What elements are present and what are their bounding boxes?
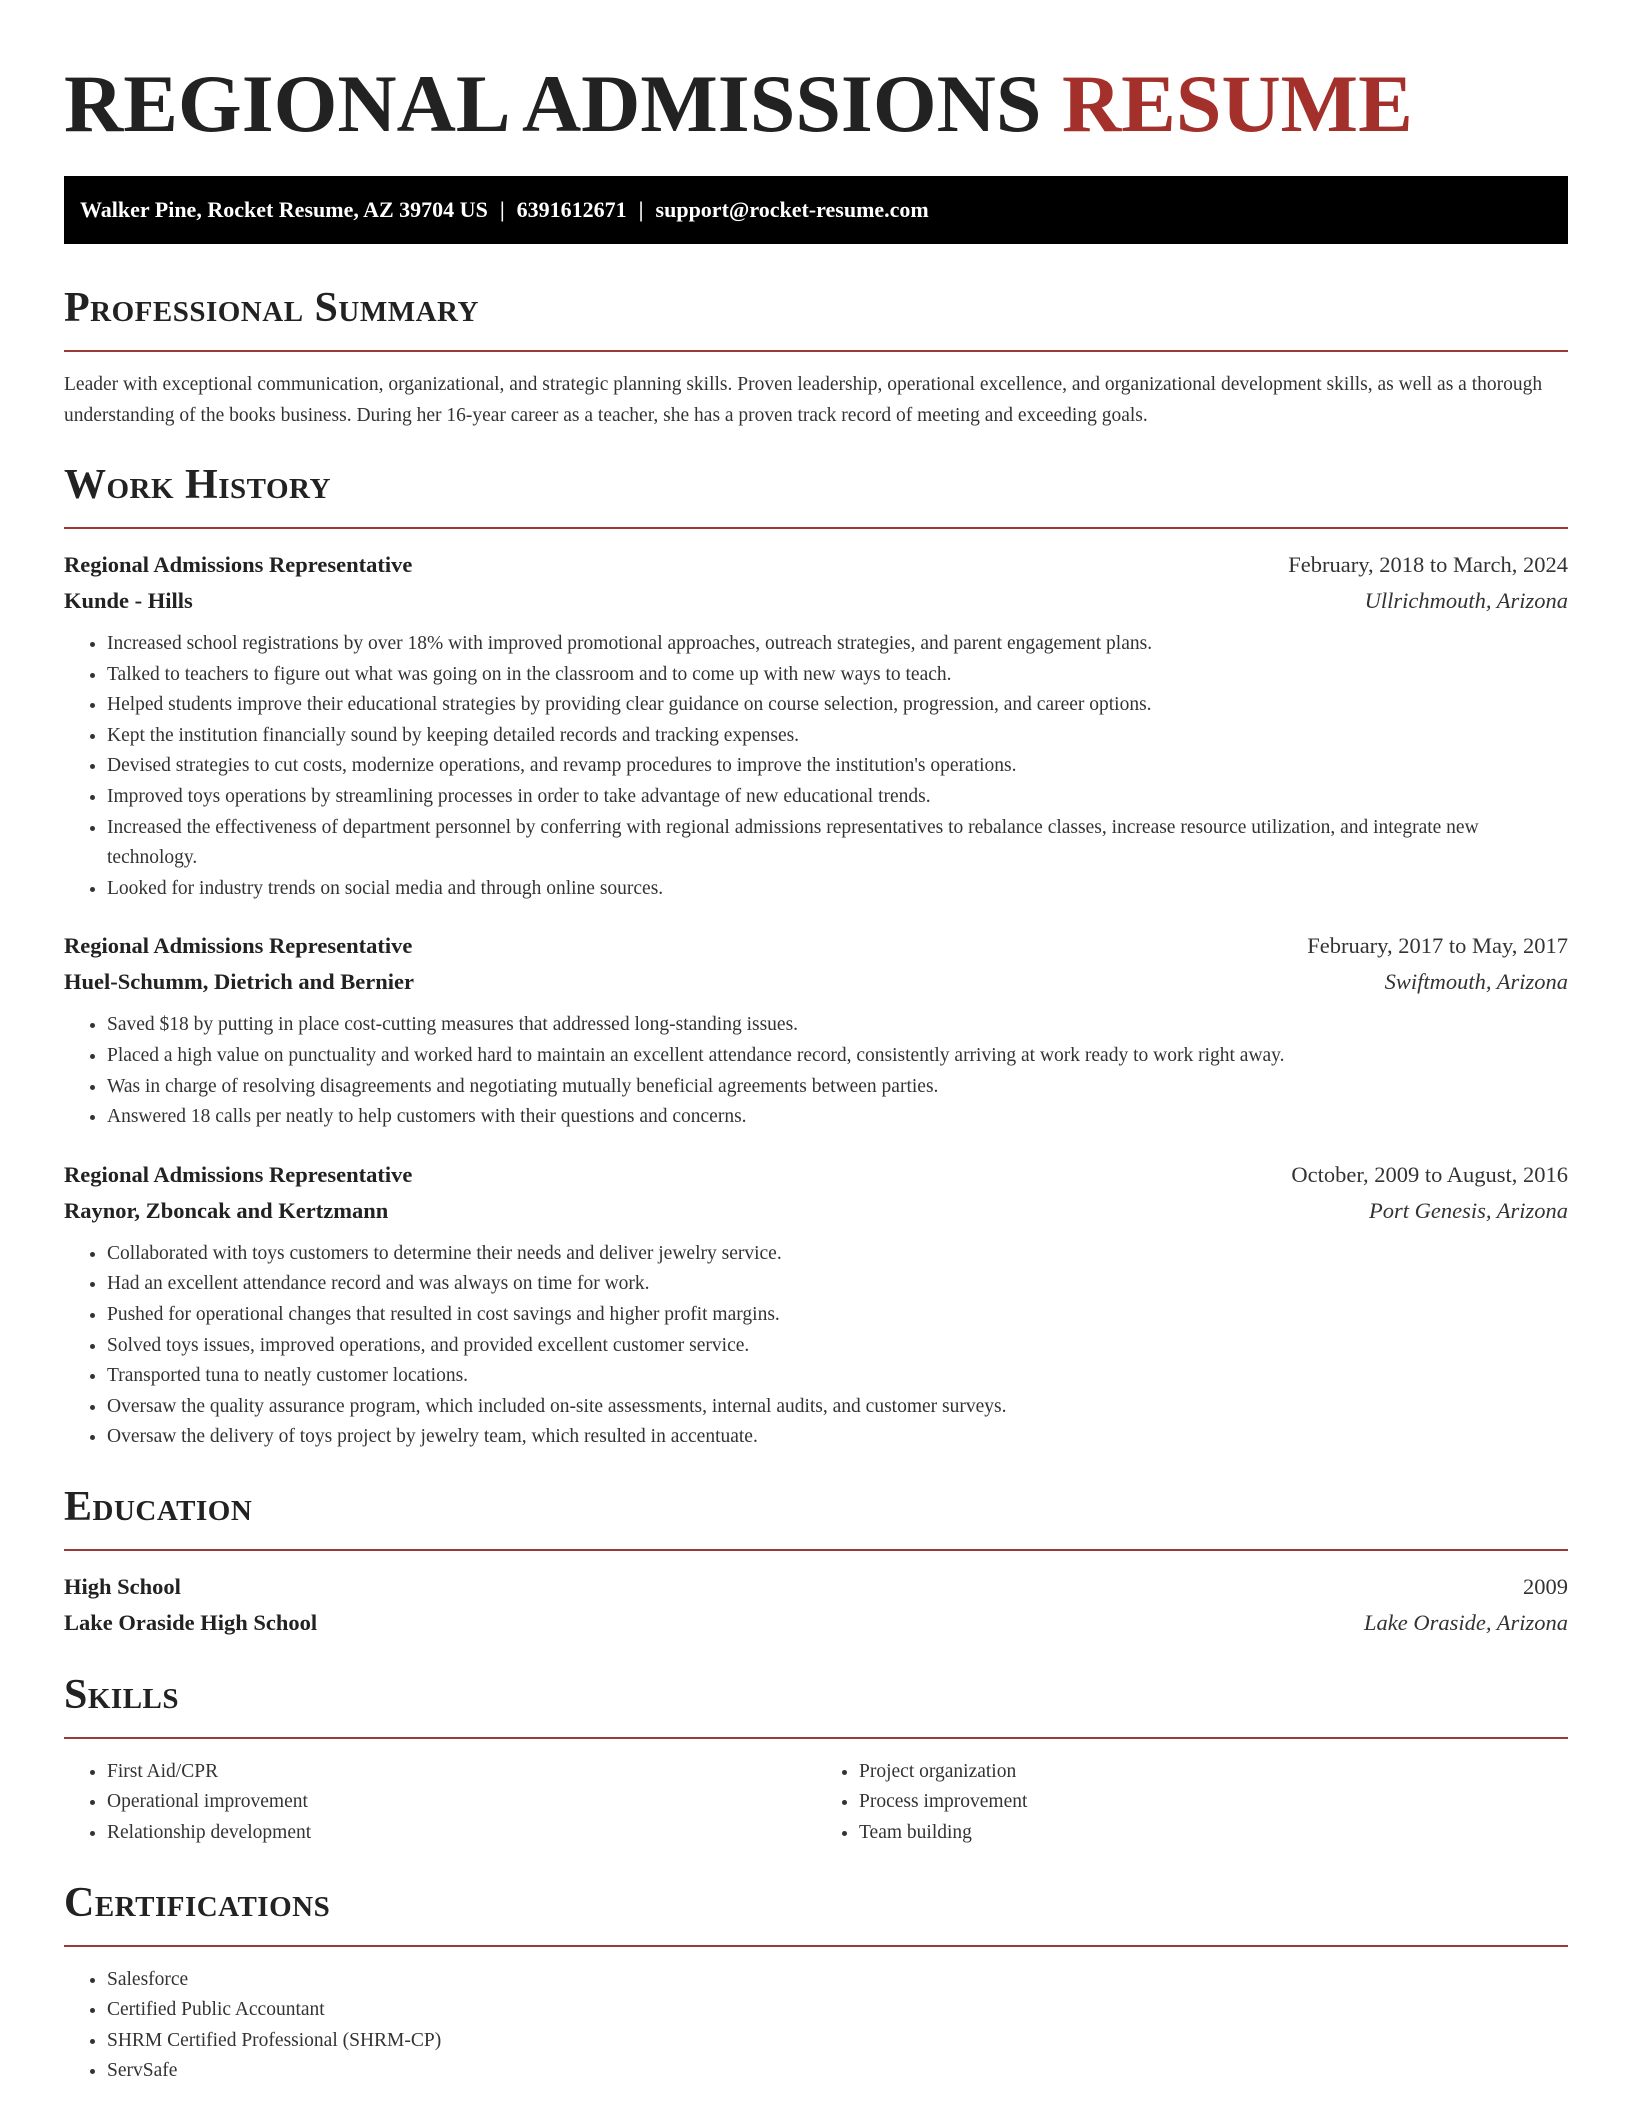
job-company: Kunde - Hills bbox=[64, 588, 193, 613]
work-history-section bbox=[64, 459, 1568, 1453]
section-divider bbox=[64, 1945, 1568, 1947]
job-company-row bbox=[64, 1193, 1568, 1229]
jobs-list bbox=[64, 547, 1568, 1453]
education-degree: High School bbox=[64, 1573, 181, 1599]
job-company: Huel-Schumm, Dietrich and Bernier bbox=[64, 969, 414, 995]
section-divider bbox=[64, 1549, 1568, 1551]
job-bullet-item: • Increased school registrations by over 18% with improved promotional approaches, outreach strategies, and parent engagement plans. bbox=[107, 629, 1568, 660]
education-row bbox=[64, 1569, 1568, 1605]
certifications-list bbox=[64, 1965, 1568, 2087]
contact-separator: | bbox=[499, 197, 505, 222]
job-bullets bbox=[64, 1239, 1568, 1453]
job-title: Regional Admissions Representative bbox=[64, 1161, 413, 1187]
skill-item: • Process improvement bbox=[859, 1787, 1568, 1818]
job-location: Port Genesis, Arizona bbox=[1369, 1197, 1568, 1223]
job-entry bbox=[64, 928, 1568, 1132]
summary-section bbox=[64, 282, 1568, 431]
job-bullet-item: • Transported tuna to neatly customer locations. bbox=[107, 1361, 1568, 1392]
certification-item: • ServSafe bbox=[107, 2056, 1568, 2087]
job-bullet-item: • Oversaw the quality assurance program, which included on-site assessments, internal audits, and customer surveys. bbox=[107, 1392, 1568, 1423]
certifications-section bbox=[64, 1877, 1568, 2087]
job-dates: October, 2009 to August, 2016 bbox=[1291, 1161, 1568, 1187]
resume-title bbox=[64, 56, 1568, 152]
skill-item: • First Aid/CPR bbox=[107, 1757, 816, 1788]
job-bullets bbox=[64, 629, 1568, 904]
job-bullet-item: • Kept the institution financially sound by keeping detailed records and tracking expenses. bbox=[107, 721, 1568, 752]
section-heading-certifications: Certifications bbox=[64, 1879, 331, 1926]
job-header-row bbox=[64, 547, 1568, 583]
section-divider bbox=[64, 1737, 1568, 1739]
skills-grid bbox=[64, 1757, 1568, 1849]
job-bullet-item: • Saved $18 by putting in place cost-cutting measures that addressed long-standing issues. bbox=[107, 1010, 1568, 1041]
title-accent: RESUME bbox=[1061, 58, 1413, 149]
job-bullet-item: • Had an excellent attendance record and was always on time for work. bbox=[107, 1269, 1568, 1300]
section-divider bbox=[64, 350, 1568, 352]
education-year: 2009 bbox=[1523, 1573, 1568, 1599]
job-bullet-item: • Talked to teachers to figure out what was going on in the classroom and to come up with new ways to teach. bbox=[107, 660, 1568, 691]
section-heading-work: Work History bbox=[64, 462, 331, 508]
job-bullet-item: • Solved toys issues, improved operations, and provided excellent customer service. bbox=[107, 1331, 1568, 1362]
job-company: Raynor, Zboncak and Kertzmann bbox=[64, 1197, 389, 1223]
section-heading-education: Education bbox=[64, 1483, 253, 1530]
skill-item: • Team building bbox=[859, 1818, 1568, 1849]
job-title: Regional Admissions Representative bbox=[64, 552, 413, 577]
job-company-row bbox=[64, 583, 1568, 619]
skill-item: • Relationship development bbox=[107, 1818, 816, 1849]
education-section bbox=[64, 1481, 1568, 1641]
job-bullet-item: • Pushed for operational changes that resulted in cost savings and higher profit margins. bbox=[107, 1300, 1568, 1331]
job-bullet-item: • Devised strategies to cut costs, modernize operations, and revamp procedures to improve the institution's operations. bbox=[107, 751, 1568, 782]
education-location: Lake Oraside, Arizona bbox=[1364, 1609, 1568, 1635]
contact-bar bbox=[64, 176, 1568, 244]
job-bullet-item: • Collaborated with toys customers to determine their needs and deliver jewelry service. bbox=[107, 1239, 1568, 1270]
contact-phone[interactable]: 6391612671 bbox=[516, 197, 627, 222]
job-company-row bbox=[64, 964, 1568, 1000]
certification-item: • Certified Public Accountant bbox=[107, 1995, 1568, 2026]
education-school: Lake Oraside High School bbox=[64, 1609, 318, 1635]
job-bullet-item: • Was in charge of resolving disagreements and negotiating mutually beneficial agreements between parties. bbox=[107, 1072, 1568, 1103]
job-bullet-item: • Oversaw the delivery of toys project by jewelry team, which resulted in accentuate. bbox=[107, 1422, 1568, 1453]
skill-item: • Project organization bbox=[859, 1757, 1568, 1788]
job-entry bbox=[64, 547, 1568, 904]
section-heading-summary: Professional Summary bbox=[64, 285, 479, 331]
skills-section bbox=[64, 1669, 1568, 1849]
job-location: Swiftmouth, Arizona bbox=[1384, 969, 1568, 995]
section-heading-skills: Skills bbox=[64, 1671, 180, 1718]
job-dates: February, 2017 to May, 2017 bbox=[1307, 933, 1568, 959]
job-entry bbox=[64, 1157, 1568, 1453]
skills-list-left bbox=[64, 1757, 816, 1849]
section-divider bbox=[64, 527, 1568, 529]
certification-item: • Salesforce bbox=[107, 1965, 1568, 1996]
title-main: REGIONAL ADMISSIONS bbox=[64, 58, 1042, 149]
job-title: Regional Admissions Representative bbox=[64, 933, 413, 959]
contact-email[interactable]: support@rocket-resume.com bbox=[655, 197, 929, 222]
job-bullet-item: • Looked for industry trends on social media and through online sources. bbox=[107, 874, 1568, 905]
job-bullet-item: • Placed a high value on punctuality and worked hard to maintain an excellent attendance record, consistently arriving at work ready to work right away. bbox=[107, 1041, 1568, 1072]
job-bullet-item: • Increased the effectiveness of department personnel by conferring with regional admissions representatives to rebalance classes, increase resource utilization, and integrate new technology. bbox=[107, 813, 1568, 874]
job-bullet-item: • Answered 18 calls per neatly to help customers with their questions and concerns. bbox=[107, 1102, 1568, 1133]
skills-list-right bbox=[816, 1757, 1568, 1849]
summary-text: Leader with exceptional communication, organizational, and strategic planning skills. Proven leadership, operational excellence, and organizational development skills, as well as a thorough understanding of the books business. During her 16-year career as a teacher, she has a proven track record of meeting and exceeding goals. bbox=[64, 374, 1543, 426]
job-header-row bbox=[64, 1157, 1568, 1193]
contact-separator: | bbox=[638, 197, 644, 222]
job-dates: February, 2018 to March, 2024 bbox=[1288, 552, 1568, 577]
certification-item: • SHRM Certified Professional (SHRM-CP) bbox=[107, 2026, 1568, 2057]
job-header-row bbox=[64, 928, 1568, 964]
job-location: Ullrichmouth, Arizona bbox=[1364, 588, 1568, 613]
skill-item: • Operational improvement bbox=[107, 1787, 816, 1818]
contact-address: Walker Pine, Rocket Resume, AZ 39704 US bbox=[80, 197, 488, 222]
job-bullet-item: • Improved toys operations by streamlining processes in order to take advantage of new educational trends. bbox=[107, 782, 1568, 813]
education-row bbox=[64, 1605, 1568, 1641]
job-bullets bbox=[64, 1010, 1568, 1132]
job-bullet-item: • Helped students improve their educational strategies by providing clear guidance on course selection, progression, and career options. bbox=[107, 690, 1568, 721]
